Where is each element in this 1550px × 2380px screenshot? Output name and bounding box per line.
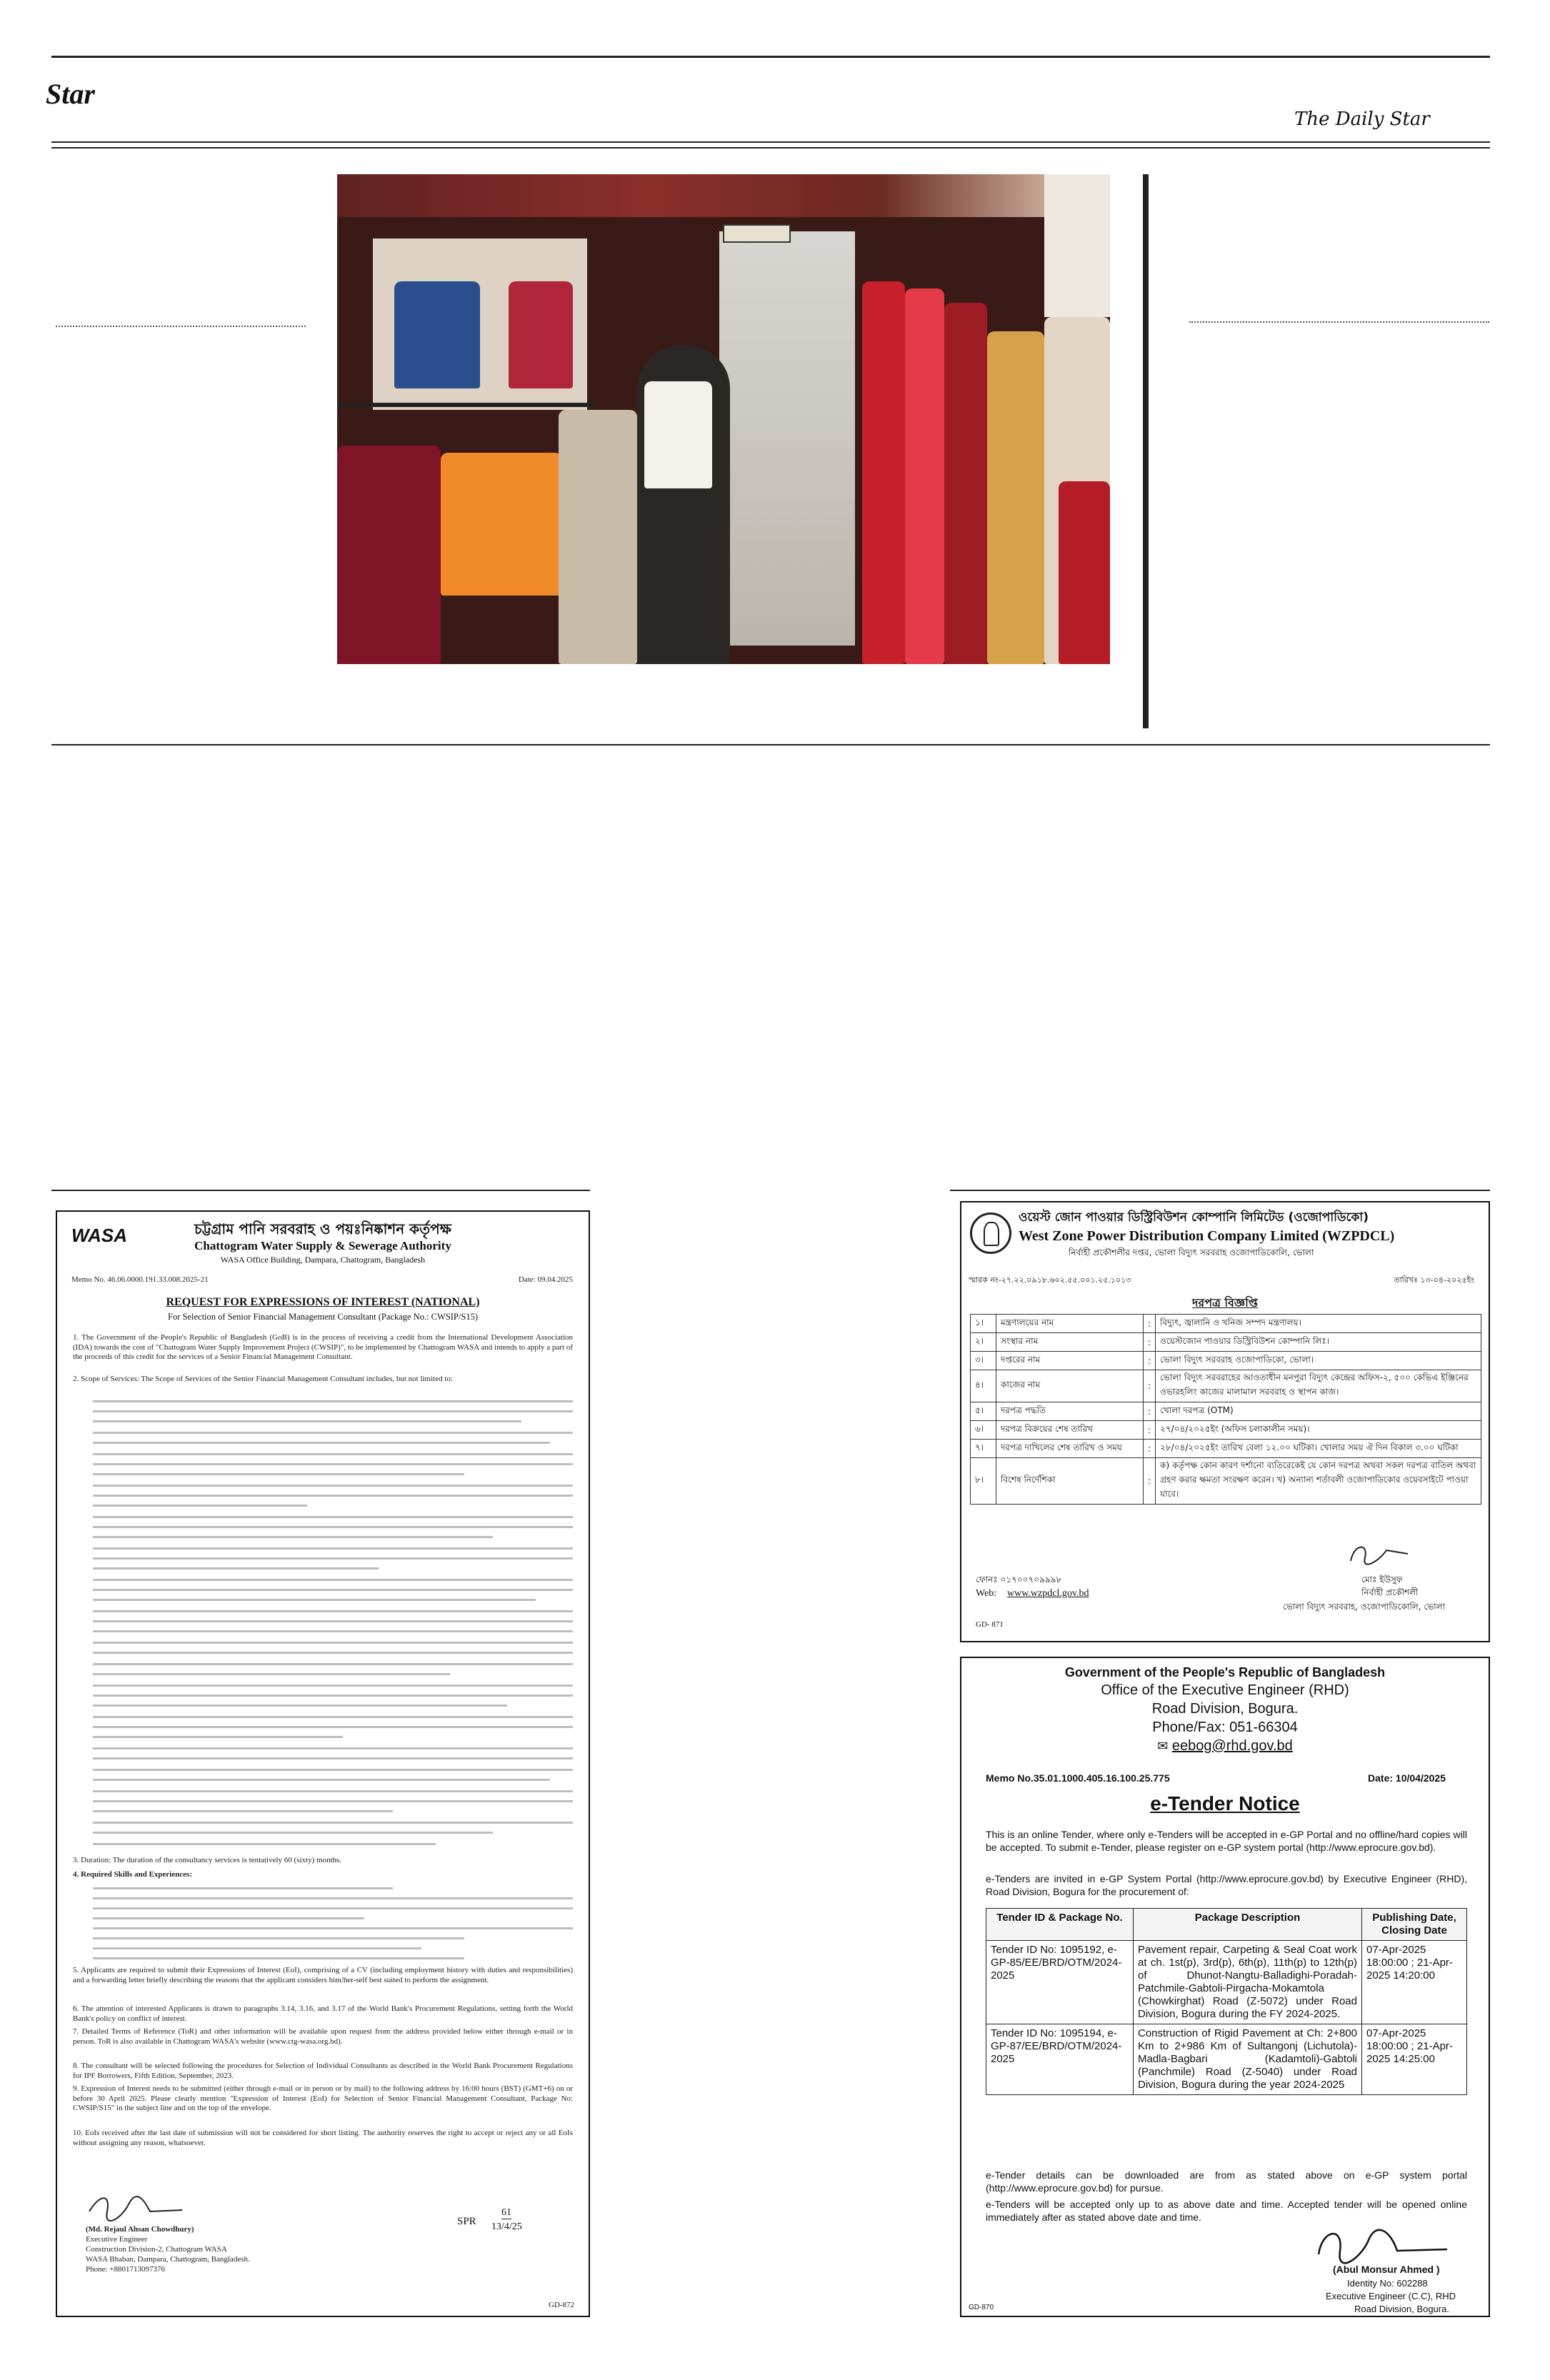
rhd-memo: Memo No.35.01.1000.405.16.100.25.775 <box>986 1772 1170 1784</box>
rhd-para-4: e-Tenders will be accepted only up to as above date and time. Accepted tender will be opened online immediately after as stated above date and time. <box>986 2199 1467 2223</box>
rhd-office-line: Office of the Executive Engineer (RHD) <box>1101 1682 1349 1698</box>
email-icon: ✉ <box>1157 1739 1169 1753</box>
wzpdcl-cell: দপ্তরের নাম <box>996 1352 1144 1370</box>
wzpdcl-cell: ওয়েস্টজোন পাওয়ার ডিস্ট্রিবিউশন কোম্পানি লিঃ। <box>1156 1333 1481 1352</box>
wzpdcl-table-row <box>971 1421 1481 1440</box>
wzpdcl-cell: ৩। <box>971 1352 996 1370</box>
daily-star-logo: The Daily Star <box>1294 109 1430 130</box>
wzpdcl-cell: : <box>1144 1440 1156 1458</box>
wasa-section-6: 6. The attention of interested Applicants is drawn to paragraphs 3.14, 3.16, and 3.17 of the World Bank's Procurement Regulations, setting forth the World Bank's policy on conflict of interest. <box>73 2004 573 2023</box>
wzpdcl-cell: মন্ত্রণালয়ের নাম <box>996 1315 1144 1333</box>
star-logo: Star <box>46 78 95 110</box>
rhd-col-tender: Tender ID & Package No. <box>986 1909 1134 1941</box>
rhd-phone-line: Phone/Fax: 051-66304 <box>1152 1719 1298 1735</box>
rhd-table-row <box>986 1941 1467 2024</box>
wasa-subheading: For Selection of Senior Financial Management Consultant (Package No.: CWSIP/S15) <box>168 1312 478 1322</box>
wzpdcl-cell: কাজের নাম <box>996 1370 1144 1402</box>
wasa-spr-date: 13/4/25 <box>491 2221 522 2232</box>
wzpdcl-logo <box>970 1212 1011 1254</box>
wzpdcl-cell: : <box>1144 1333 1156 1352</box>
wzpdcl-table-row <box>971 1402 1481 1421</box>
wzpdcl-cell: ভোলা বিদ্যুৎ সরবরাহ ওজোপাডিকো, ভোলা। <box>1156 1352 1481 1370</box>
wzpdcl-web-label: Web: <box>976 1588 997 1599</box>
wasa-signer-division: Construction Division-2, Chattogram WASA <box>86 2245 227 2254</box>
wzpdcl-cell: খোলা দরপত্র (OTM) <box>1156 1402 1481 1421</box>
rhd-etender-ad <box>960 1657 1490 2317</box>
rhd-cell: Construction of Rigid Pavement at Ch: 2+800 Km to 2+986 Km of Sultangonj (Lichutola)-Madla-Bagbari (Kadamtoli)-Gabtoli (Panchmile) Road (Z-5040) under Road Division, Bogura during the year 2024-2025 <box>1134 2024 1362 2095</box>
wzpdcl-cell: : <box>1144 1402 1156 1421</box>
wzpdcl-signature <box>1347 1540 1411 1568</box>
section-rule <box>51 744 1490 745</box>
wzpdcl-signer-title: নির্বাহী প্রকৌশলী <box>1361 1587 1419 1597</box>
wzpdcl-table-row <box>971 1315 1481 1333</box>
wzpdcl-cell: : <box>1144 1315 1156 1333</box>
rhd-signer: (Abul Monsur Ahmed ) <box>1333 2264 1440 2275</box>
wzpdcl-gd: GD- 871 <box>976 1620 1004 1629</box>
top-rule <box>51 56 1490 58</box>
rhd-signer-office: Road Division, Bogura. <box>1354 2304 1449 2314</box>
wzpdcl-cell: দরপত্র দাখিলের শেষ তারিখ ও সময় <box>996 1440 1144 1458</box>
wasa-signer-address: WASA Bhaban, Dampara, Chattogram, Bangladesh. <box>86 2255 250 2264</box>
wzpdcl-signer: মোঃ ইউসুফ <box>1361 1575 1403 1585</box>
wzpdcl-cell: ৬। <box>971 1421 996 1440</box>
wasa-skills-list <box>93 1883 573 1960</box>
wasa-section-7: 7. Detailed Terms of Reference (ToR) and other information will be available upon request from the address provided below either through e-mail or in person. ToR is also available in Chattogram WASA's website (www.ctg-wasa.org.bd). <box>73 2027 573 2046</box>
wzpdcl-table-row <box>971 1333 1481 1352</box>
wasa-section-1: 1. The Government of the People's Republic of Bangladesh (GoB) is in the process of receiving a credit from the International Development Association (IDA) towards the cost of "Chattogram Water Supply Improvement Project (CWSIP)", to be implemented by Chattogram WASA and intends to apply a part of the proceeds of this credit for the services of a Senior Financial Management Consultant. <box>73 1333 573 1361</box>
wasa-section-3: 3. Duration: The duration of the consultancy services is tentatively 60 (sixty) months. <box>73 1856 342 1864</box>
wzpdcl-cell: ২৮/০৪/২০২৫ইং তারিখ বেলা ১২.০০ ঘটিকা। খোলার সময় ঐ দিন বিকাল ৩.০০ ঘটিকা <box>1156 1440 1481 1458</box>
wasa-spr-number: 61 <box>501 2207 511 2218</box>
rhd-division-line: Road Division, Bogura. <box>1151 1701 1299 1717</box>
wzpdcl-cell: : <box>1144 1421 1156 1440</box>
ad-rule-left <box>51 1190 590 1191</box>
shop-photo <box>337 174 1110 664</box>
wzpdcl-title-en: West Zone Power Distribution Company Limited (WZPDCL) <box>1019 1228 1395 1244</box>
rhd-para-2: e-Tenders are invited in e-GP System Portal (http://www.eprocure.gov.bd) by Executive Engineer (RHD), Road Division, Bogura for the procurement of: <box>986 1873 1467 1897</box>
wasa-section-5: 5. Applicants are required to submit their Expressions of Interest (EoI), comprising of a CV (including employment history with duties and responsibilities) and a forwarding letter briefly describing the reasons that the applicant considers him/her-self best suited to perform the assignment. <box>73 1966 573 1984</box>
wzpdcl-table-row <box>971 1352 1481 1370</box>
right-dotted-rule <box>1189 321 1489 323</box>
wasa-date: Date: 09.04.2025 <box>518 1275 573 1284</box>
wzpdcl-signer-office: ভোলা বিদ্যুৎ সরবরাহ, ওজোপাডিকোলি, ভোলা <box>1283 1602 1446 1612</box>
wzpdcl-subtitle: নির্বাহী প্রকৌশলীর দপ্তর, ভোলা বিদ্যুৎ সরবরাহ ওজোপাডিকোলি, ভোলা <box>1069 1247 1314 1257</box>
wasa-scope-list <box>93 1396 573 1852</box>
rhd-heading: e-Tender Notice <box>1150 1792 1300 1814</box>
wzpdcl-cell: দরপত্র পদ্ধতি <box>996 1402 1144 1421</box>
wzpdcl-cell: দরপত্র বিক্রয়ের শেষ তারিখ <box>996 1421 1144 1440</box>
rhd-para-3: e-Tender details can be downloaded are from as stated above on e-GP system portal (http://www.eprocure.gov.bd) for pursue. <box>986 2169 1467 2194</box>
wzpdcl-cell: বিশেষ নির্দেশিকা <box>996 1458 1144 1505</box>
wzpdcl-cell: : <box>1144 1370 1156 1402</box>
wzpdcl-cell: : <box>1144 1458 1156 1505</box>
vertical-bar <box>1143 174 1149 728</box>
wzpdcl-table <box>970 1314 1481 1505</box>
rhd-tender-table <box>986 1908 1467 2095</box>
wzpdcl-cell: ভোলা বিদ্যুৎ সরবরাহের আওতাধীন মনপুরা বিদ্যুৎ কেন্দ্রের অফিস-২, ৫০০ কেভিএ ইঞ্জিনের ওভারহলিং কাজের মালামাল সরবরাহ ও স্থাপন কাজ। <box>1156 1370 1481 1402</box>
rhd-identity: Identity No: 602288 <box>1347 2278 1428 2289</box>
rhd-cell: Tender ID No: 1095192, e-GP-85/EE/BRD/OTM/2024-2025 <box>986 1941 1134 2024</box>
wzpdcl-table-row <box>971 1458 1481 1505</box>
wasa-title-en: Chattogram Water Supply & Sewerage Authority <box>194 1239 451 1252</box>
wasa-section-2: 2. Scope of Services: The Scope of Services of the Senior Financial Management Consultant includes, but not limited to: <box>73 1375 453 1383</box>
rhd-email-row <box>961 1738 1489 1754</box>
rhd-signer-title: Executive Engineer (C.C), RHD <box>1326 2291 1456 2301</box>
rhd-col-dates: Publishing Date, Closing Date <box>1362 1909 1467 1941</box>
wzpdcl-cell: ক) কর্তৃপক্ষ কোন কারণ দর্শানো ব্যতিরেকেই যে কোন দরপত্র অথবা সকল দরপত্র বাতিল অথবা গ্রহণ করার ক্ষমতা সংরক্ষণ করেন। খ) অন্যান্য শর্তাবলী ওজোপাডিকোর ওয়েবসাইটে পাওয়া যাবে। <box>1156 1458 1481 1505</box>
wasa-address: WASA Office Building, Dampara, Chattogram, Bangladesh <box>220 1255 426 1265</box>
rhd-date: Date: 10/04/2025 <box>1368 1772 1446 1784</box>
wzpdcl-cell: ২। <box>971 1333 996 1352</box>
wasa-section-10: 10. EoIs received after the last date of submission will not be considered for short listing. The authority reserves the right to accept or reject any or all EoIs without assigning any reason, whatsoever. <box>73 2129 573 2147</box>
wzpdcl-cell: ৫। <box>971 1402 996 1421</box>
header-rule-1 <box>51 141 1490 143</box>
left-dotted-rule <box>56 326 306 327</box>
wasa-section-4: 4. Required Skills and Experiences: <box>73 1870 192 1879</box>
header-rule-2 <box>51 147 1490 149</box>
rhd-cell: 07-Apr-2025 18:00:00 ; 21-Apr-2025 14:20:00 <box>1362 1941 1467 2024</box>
wzpdcl-web-link[interactable]: www.wzpdcl.gov.bd <box>1007 1588 1089 1599</box>
wasa-heading: REQUEST FOR EXPRESSIONS OF INTEREST (NATIONAL) <box>166 1296 480 1308</box>
wasa-memo: Memo No. 46.06.0000.191.33.008.2025-21 <box>71 1275 209 1284</box>
wzpdcl-cell: ১। <box>971 1315 996 1333</box>
wzpdcl-date: তারিখঃ ১৩-০৪-২০২৫ইং <box>1394 1275 1474 1285</box>
wasa-title-bn: চট্টগ্রাম পানি সরবরাহ ও পয়ঃনিষ্কাশন কর্তৃপক্ষ <box>194 1220 451 1237</box>
rhd-signature <box>1311 2222 1454 2265</box>
rhd-cell: Tender ID No: 1095194, e-GP-87/EE/BRD/OTM/2024-2025 <box>986 2024 1134 2095</box>
wasa-spr-label: SPR <box>457 2216 476 2227</box>
wasa-section-8: 8. The consultant will be selected following the procedures for Selection of Individual Consultants as described in the World Bank Procurement Regulations for IPF Borrowers, Fifth Edition, September, 2023. <box>73 2062 573 2080</box>
wasa-gd: GD-872 <box>548 2301 574 2309</box>
rhd-email[interactable]: eebog@rhd.gov.bd <box>1171 1738 1293 1754</box>
rhd-cell: 07-Apr-2025 18:00:00 ; 21-Apr-2025 14:25:00 <box>1362 2024 1467 2095</box>
rhd-gd: GD-870 <box>969 2304 994 2311</box>
rhd-para-1: This is an online Tender, where only e-Tenders will be accepted in e-GP Portal and no offline/hard copies will be accepted. To submit e-Tender, please register on e-GP system portal (http://www.eprocure.gov.bd). <box>986 1829 1467 1853</box>
rhd-col-package: Package Description <box>1134 1909 1362 1941</box>
rhd-gov-line: Government of the People's Republic of Bangladesh <box>1064 1665 1386 1679</box>
wzpdcl-cell: বিদ্যুৎ, জ্বালানি ও খনিজ সম্পদ মন্ত্রণালয়। <box>1156 1315 1481 1333</box>
wzpdcl-table-row <box>971 1440 1481 1458</box>
wzpdcl-cell: ৭। <box>971 1440 996 1458</box>
wzpdcl-memo: স্মারক নং-২৭.২২.০৯১৮.৬০২.৫৫.০০১.২৫.১০১৩ <box>969 1275 1131 1285</box>
wasa-section-9: 9. Expression of Interest needs to be submitted (either through e-mail or in person or by mail) to the following address by 16:00 hours (BST) (GMT+6) on or before 30 April 2025. Please clearly mention "Expression of Interest (EoI) for Selection of Senior Financial Management Consultant, Package No: CWSIP/S15" in the subject line and on the top of the envelope. <box>73 2084 573 2112</box>
wasa-signer-title: Executive Engineer <box>86 2235 148 2244</box>
wzpdcl-cell: ৮। <box>971 1458 996 1505</box>
wzpdcl-title-bn: ওয়েস্ট জোন পাওয়ার ডিস্ট্রিবিউশন কোম্পানি লিমিটেড (ওজোপাডিকো) <box>1019 1210 1369 1225</box>
wasa-eoi-ad <box>56 1210 590 2317</box>
wzpdcl-cell: সংস্থার নাম <box>996 1333 1144 1352</box>
wzpdcl-heading: দরপত্র বিজ্ঞপ্তি <box>1192 1296 1258 1310</box>
wzpdcl-tender-ad <box>960 1201 1490 1642</box>
wzpdcl-table-row <box>971 1370 1481 1402</box>
wzpdcl-cell: ৪। <box>971 1370 996 1402</box>
ad-rule-right <box>950 1190 1490 1191</box>
wasa-logo: WASA <box>71 1225 127 1246</box>
wasa-signer: (Md. Rejaul Ahsan Chowdhury) <box>86 2225 194 2234</box>
rhd-cell: Pavement repair, Carpeting & Seal Coat work at ch. 1st(p), 3rd(p), 6th(p), 11th(p) to 12th(p) of Dhunot-Nangtu-Balladighi-Poradah-Patchmile-Gabtoli-Pirgacha-Mokamtola (Chowkirghat) Road (Z-5072) under Road Division, Bogura during the FY 2024-2025. <box>1134 1941 1362 2024</box>
wasa-phone: Phone: +8801713097376 <box>86 2265 166 2274</box>
wzpdcl-phone: ফোনঃ ০১৭০০৭০৯৯৯৮ <box>976 1575 1062 1585</box>
rhd-table-row <box>986 2024 1467 2095</box>
wzpdcl-cell: ২৭/০৪/২০২৫ইং (অফিস চলাকালীন সময়)। <box>1156 1421 1481 1440</box>
wasa-signature <box>86 2190 186 2221</box>
wzpdcl-cell: : <box>1144 1352 1156 1370</box>
